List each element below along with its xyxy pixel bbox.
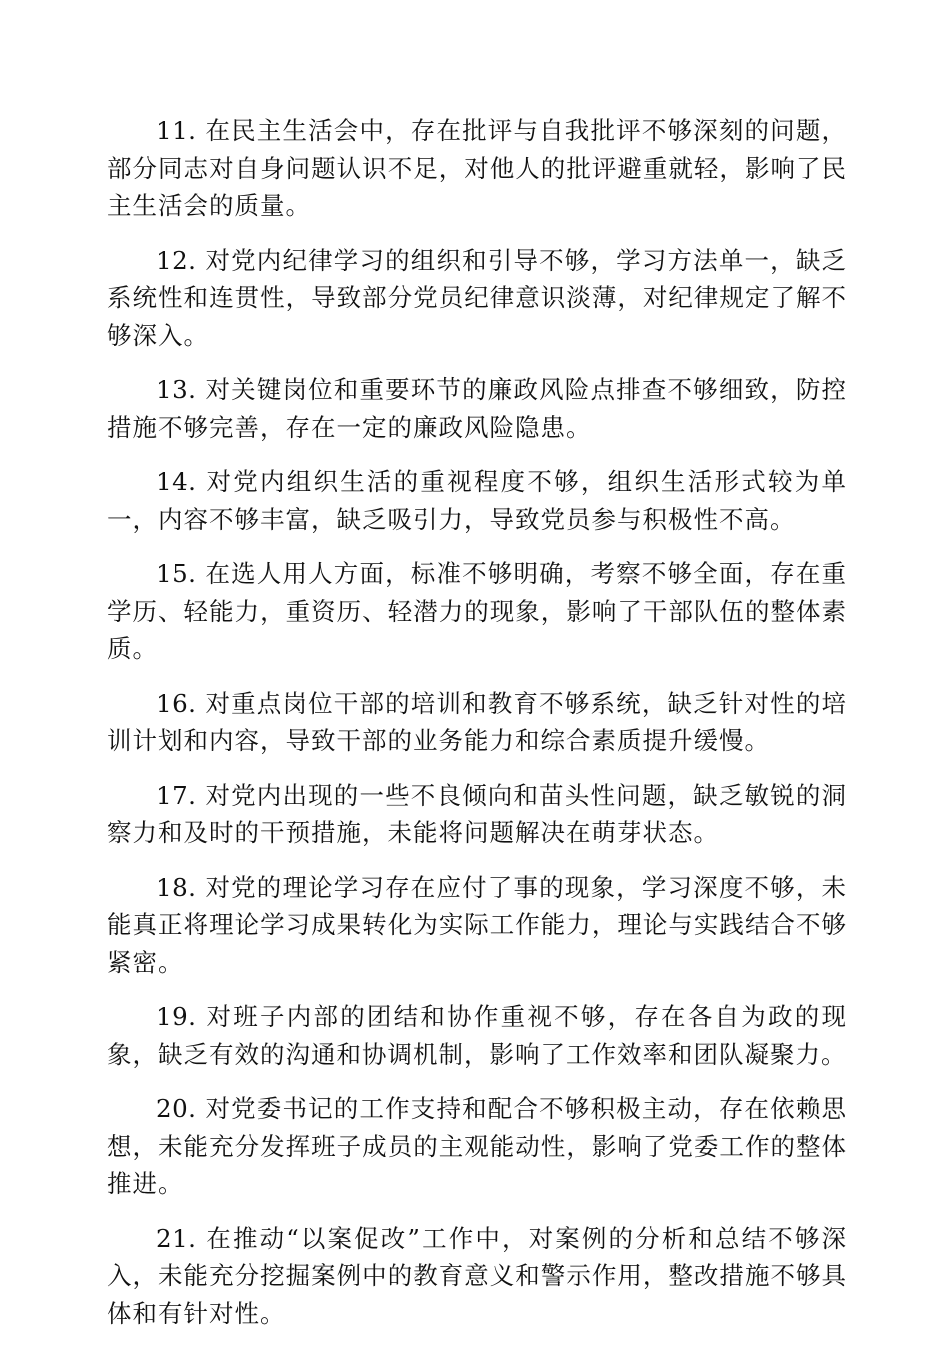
paragraph-12 bbox=[107, 242, 847, 355]
paragraph-text: 对党委书记的工作支持和配合不够积极主动，存在依赖思想，未能充分发挥班子成员的主观能动性，影响了党委工作的整体推进。 bbox=[107, 1094, 847, 1198]
document-body bbox=[107, 112, 847, 1349]
paragraph-number: 21. bbox=[156, 1223, 197, 1253]
paragraph-text: 对党内组织生活的重视程度不够，组织生活形式较为单一，内容不够丰富，缺乏吸引力，导致党员参与积极性不高。 bbox=[107, 467, 847, 534]
paragraph-number: 18. bbox=[156, 872, 197, 902]
paragraph-number: 16. bbox=[156, 688, 197, 718]
paragraph-11 bbox=[107, 112, 847, 225]
paragraph-15 bbox=[107, 555, 847, 668]
paragraph-number: 13. bbox=[156, 375, 197, 404]
paragraph-number: 12. bbox=[156, 245, 197, 275]
paragraph-text: 在民主生活会中，存在批评与自我批评不够深刻的问题，部分同志对自身问题认识不足，对他人的批评避重就轻，影响了民主生活会的质量。 bbox=[107, 116, 847, 220]
paragraph-text: 在推动“以案促改”工作中，对案例的分析和总结不够深入，未能充分挖掘案例中的教育意义和警示作用，整改措施不够具体和有针对性。 bbox=[107, 1223, 847, 1328]
paragraph-number: 15. bbox=[156, 559, 197, 588]
paragraph-17 bbox=[107, 777, 847, 852]
paragraph-number: 17. bbox=[156, 780, 197, 810]
paragraph-text: 对党内纪律学习的组织和引导不够，学习方法单一，缺乏系统性和连贯性，导致部分党员纪律意识淡薄，对纪律规定了解不够深入。 bbox=[107, 245, 847, 350]
paragraph-text: 在选人用人方面，标准不够明确，考察不够全面，存在重学历、轻能力，重资历、轻潜力的现象，影响了干部队伍的整体素质。 bbox=[107, 559, 847, 663]
paragraph-18 bbox=[107, 869, 847, 982]
paragraph-text: 对党内出现的一些不良倾向和苗头性问题，缺乏敏锐的洞察力和及时的干预措施，未能将问题解决在萌芽状态。 bbox=[107, 780, 847, 847]
paragraph-number: 14. bbox=[156, 467, 197, 496]
paragraph-text: 对关键岗位和重要环节的廉政风险点排查不够细致，防控措施不够完善，存在一定的廉政风险隐患。 bbox=[107, 375, 847, 442]
paragraph-number: 19. bbox=[156, 1002, 197, 1031]
paragraph-13 bbox=[107, 371, 847, 446]
paragraph-number: 11. bbox=[156, 116, 197, 145]
paragraph-14 bbox=[107, 463, 847, 538]
paragraph-text: 对重点岗位干部的培训和教育不够系统，缺乏针对性的培训计划和内容，导致干部的业务能力和综合素质提升缓慢。 bbox=[107, 688, 847, 755]
paragraph-20 bbox=[107, 1090, 847, 1203]
paragraph-text: 对党的理论学习存在应付了事的现象，学习深度不够，未能真正将理论学习成果转化为实际工作能力，理论与实践结合不够紧密。 bbox=[107, 872, 847, 977]
paragraph-19 bbox=[107, 998, 847, 1073]
paragraph-text: 对班子内部的团结和协作重视不够，存在各自为政的现象，缺乏有效的沟通和协调机制，影响了工作效率和团队凝聚力。 bbox=[107, 1002, 847, 1069]
paragraph-number: 20. bbox=[156, 1094, 197, 1123]
paragraph-21 bbox=[107, 1220, 847, 1333]
paragraph-16 bbox=[107, 685, 847, 760]
